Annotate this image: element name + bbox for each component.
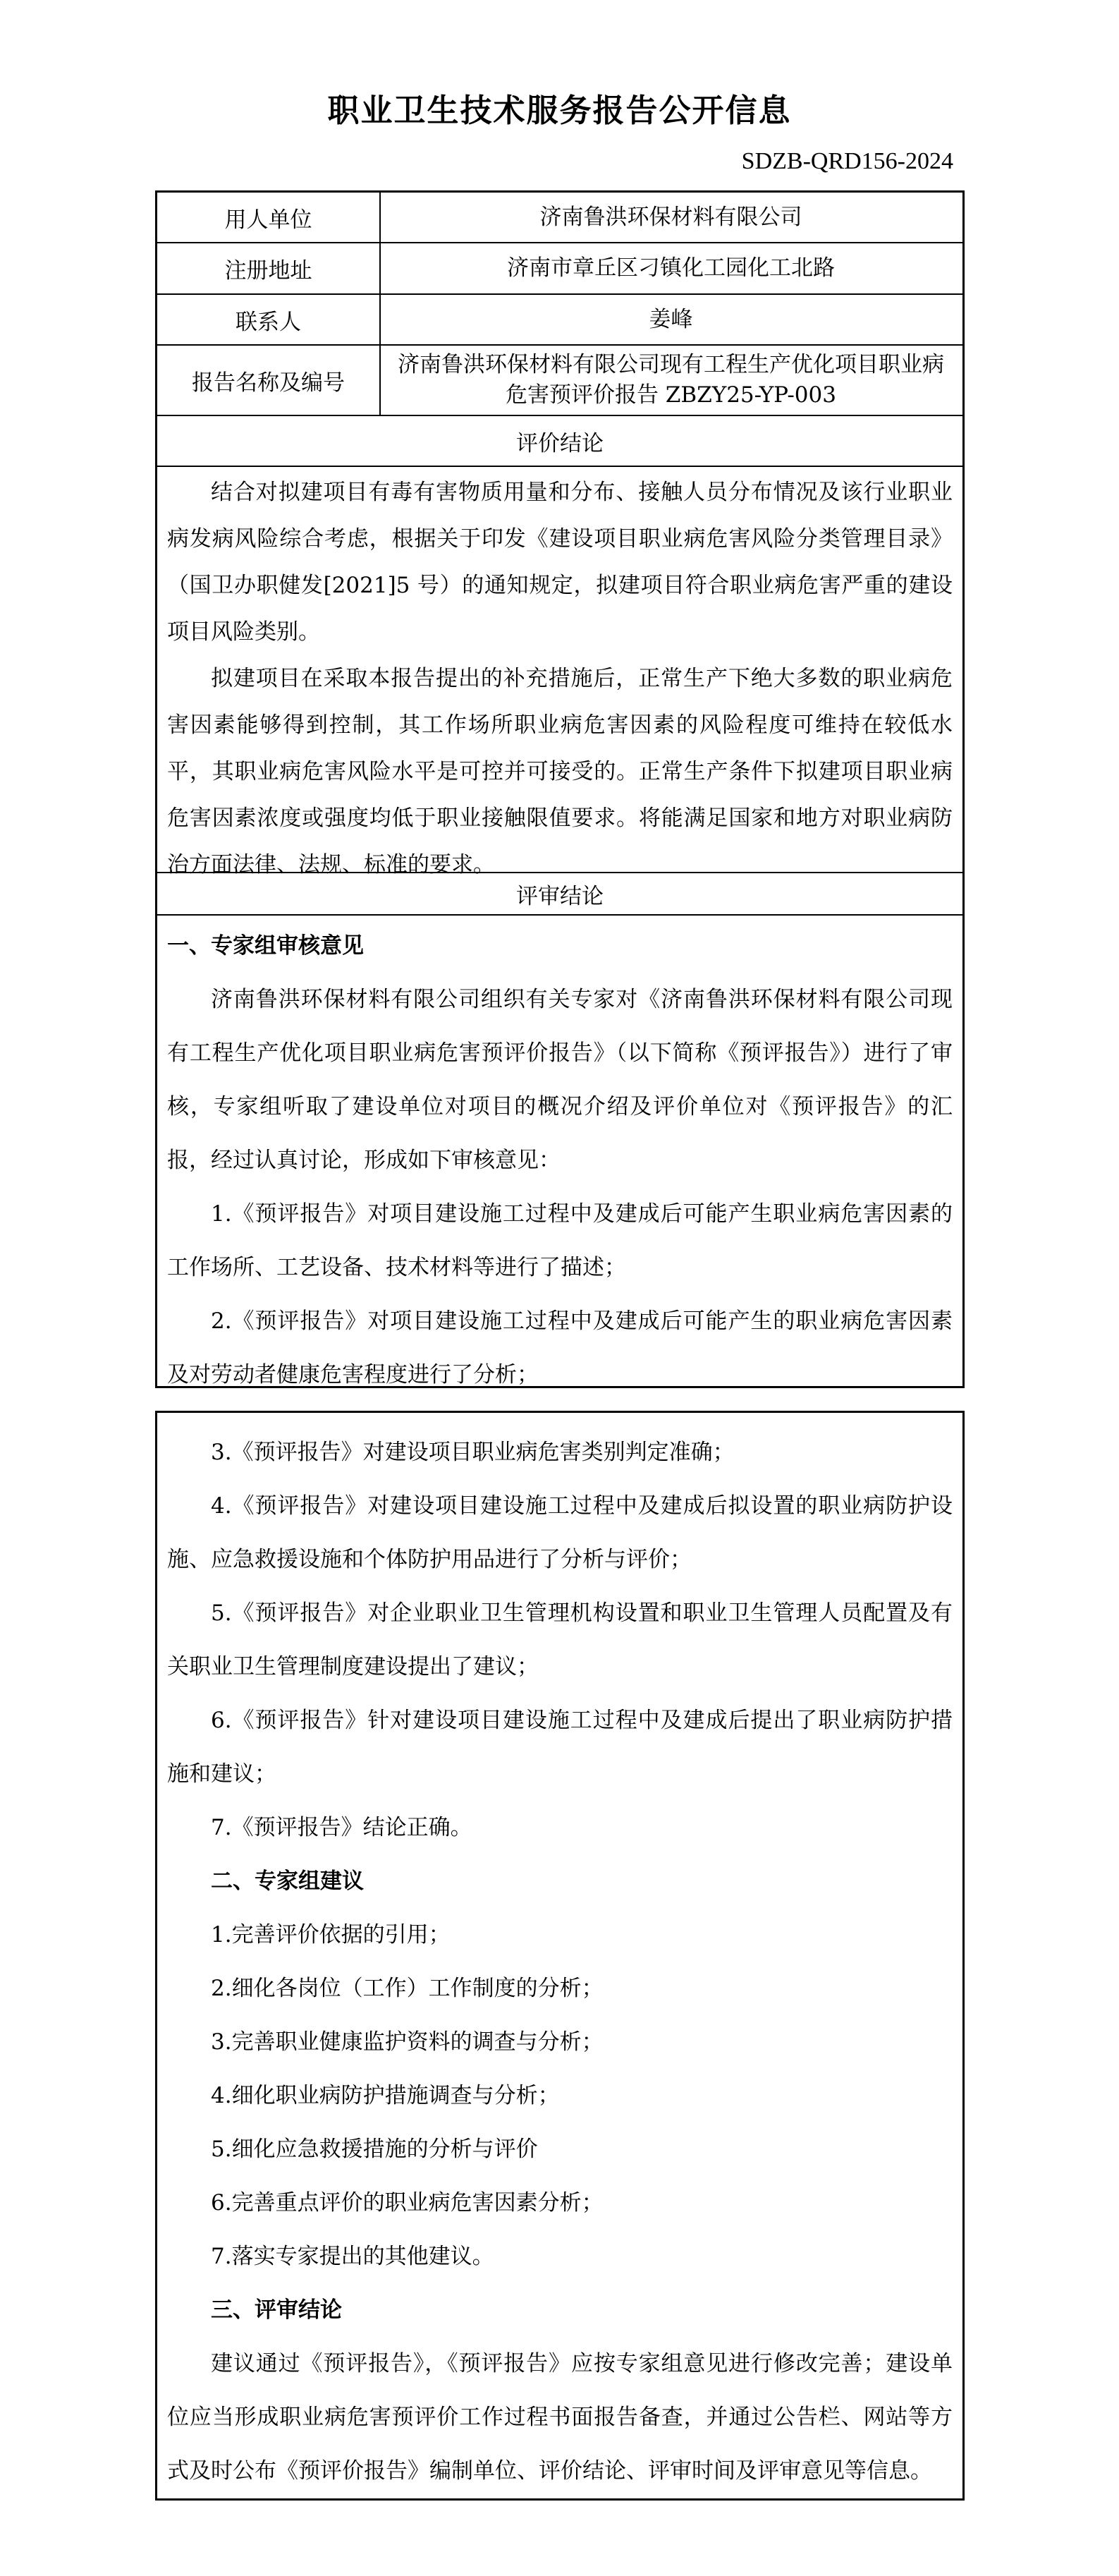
- expert-opinion-item: 5.《预评报告》对企业职业卫生管理机构设置和职业卫生管理人员配置及有关职业卫生管理制度建设提出了建议；: [167, 1600, 953, 1679]
- expert-opinion-item: 7.《预评报告》结论正确。: [211, 1815, 472, 1840]
- report-value: 济南鲁洪环保材料有限公司现有工程生产优化项目职业病危害预评价报告 ZBZY25-YP-003: [398, 352, 944, 408]
- evaluation-paragraph-2: 拟建项目在采取本报告提出的补充措施后，正常生产下绝大多数的职业病危害因素能够得到控制，其工作场所职业病危害因素的风险程度可维持在较低水平，其职业病危害风险水平是可控并可接受的。正常生产条件下拟建项目职业病危害因素浓度或强度均低于职业接触限值要求。将能满足国家和地方对职业病防治方面法律、法规、标准的要求。: [167, 666, 953, 877]
- info-table-part-1: [155, 190, 965, 1388]
- review-conclusion-text: 建议通过《预评报告》，《预评报告》应按专家组意见进行修改完善；建设单位应当形成职业病危害预评价工作过程书面报告备查，并通过公告栏、网站等方式及时公布《预评价报告》编制单位、评价结论、评审时间及评审意见等信息。: [167, 2351, 953, 2484]
- employer-label: 用人单位: [157, 193, 381, 242]
- suggestion-item: 7.落实专家提出的其他建议。: [211, 2244, 494, 2269]
- row-report: [157, 346, 962, 416]
- review-body-part-1: [157, 919, 962, 1402]
- employer-value: 济南鲁洪环保材料有限公司: [539, 204, 802, 230]
- row-contact: [157, 295, 962, 346]
- evaluation-paragraph-1: 结合对拟建项目有毒有害物质用量和分布、接触人员分布情况及该行业职业病发病风险综合考虑，根据关于印发《建设项目职业病危害风险分类管理目录》（国卫办职健发[2021]5 号）的通知规定，拟建项目符合职业病危害严重的建设项目风险类别。: [167, 480, 953, 645]
- suggestion-item: 4.细化职业病防护措施调查与分析；: [211, 2083, 560, 2108]
- row-address: [157, 243, 962, 295]
- page-title: 职业卫生技术服务报告公开信息: [327, 92, 792, 129]
- expert-opinion-title: 一、专家组审核意见: [167, 933, 364, 959]
- suggestion-item: 3.完善职业健康监护资料的调查与分析；: [211, 2029, 604, 2055]
- expert-opinion-item: 6.《预评报告》针对建设项目建设施工过程中及建成后提出了职业病防护措施和建议；: [167, 1708, 953, 1787]
- review-heading: 评审结论: [157, 872, 962, 916]
- suggestion-item: 6.完善重点评价的职业病危害因素分析；: [211, 2190, 604, 2216]
- review-body-part-2: [157, 1426, 962, 2498]
- expert-opinion-item: 1.《预评报告》对项目建设施工过程中及建成后可能产生职业病危害因素的工作场所、工艺设备、技术材料等进行了描述；: [167, 1201, 953, 1280]
- contact-label: 联系人: [157, 295, 381, 344]
- evaluation-body: [157, 469, 962, 888]
- review-conclusion-title: 三、评审结论: [211, 2297, 342, 2323]
- address-label: 注册地址: [157, 243, 381, 293]
- expert-opinion-item: 4.《预评报告》对建设项目建设施工过程中及建成后拟设置的职业病防护设施、应急救援设施和个体防护用品进行了分析与评价；: [167, 1493, 953, 1572]
- suggestion-item: 5.细化应急救援措施的分析与评价: [211, 2137, 538, 2162]
- expert-opinion-intro: 济南鲁洪环保材料有限公司组织有关专家对《济南鲁洪环保材料有限公司现有工程生产优化项目职业病危害预评价报告》（以下简称《预评报告》）进行了审核，专家组听取了建设单位对项目的概况介绍及评价单位对《预评报告》的汇报，经过认真讨论，形成如下审核意见：: [167, 987, 953, 1173]
- expert-opinion-item: 3.《预评报告》对建设项目职业病危害类别判定准确；: [211, 1440, 735, 1465]
- row-employer: [157, 193, 962, 243]
- expert-suggestions-title: 二、专家组建议: [211, 1869, 364, 1894]
- expert-opinion-item: 2.《预评报告》对项目建设施工过程中及建成后可能产生的职业病危害因素及对劳动者健康危害程度进行了分析；: [167, 1308, 953, 1387]
- document-code: SDZB-QRD156-2024: [741, 148, 953, 174]
- evaluation-heading: 评价结论: [157, 416, 962, 467]
- suggestion-item: 2.细化各岗位（工作）工作制度的分析；: [211, 1976, 604, 2001]
- suggestion-item: 1.完善评价依据的引用；: [211, 1922, 451, 1948]
- info-table-part-2: [155, 1411, 965, 2501]
- report-label: 报告名称及编号: [157, 346, 381, 415]
- contact-value: 姜峰: [649, 306, 693, 332]
- address-value: 济南市章丘区刁镇化工园化工北路: [507, 255, 835, 281]
